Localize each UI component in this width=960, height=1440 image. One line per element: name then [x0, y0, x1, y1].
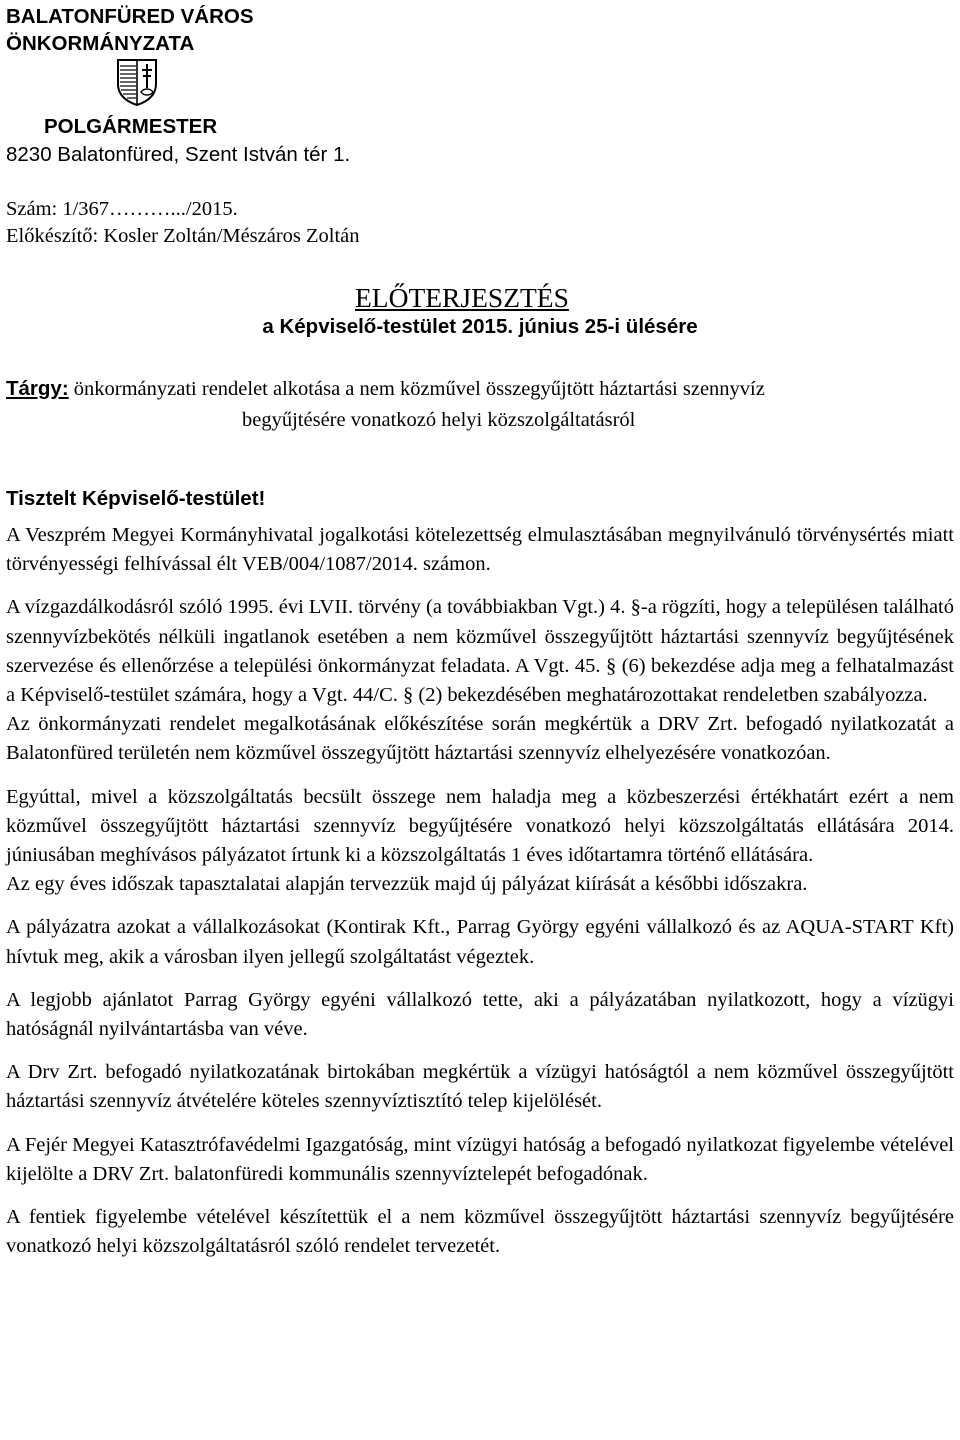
body-paragraph: A vízgazdálkodásról szóló 1995. évi LVII. törvény (a továbbiakban Vgt.) 4. §-a rögzíti, hogy a településen található szennyvízbekötés nélküli ingatlanok esetében a nem közművel összegyűjtött háztartási szennyvíz begyűjtésének szervezése és ellenőrzése a települési önkormányzat feladata. A Vgt. 45. § (6) bekezdése adja meg a felhatalmazást a Képviselő-testület számára, hogy a Vgt. 44/C. § (2) bekezdésében meghatározottakat rendeletben szabályozza.: [6, 596, 954, 707]
office-title: POLGÁRMESTER: [44, 115, 218, 138]
salutation: Tisztelt Képviselő-testület!: [6, 487, 266, 510]
body-paragraph: A Drv Zrt. befogadó nyilatkozatának birtokában megkértük a vízügyi hatóságtól a nem közművel összegyűjtött háztartási szennyvíz átvételére köteles szennyvíztisztító telep kijelölését.: [6, 1061, 954, 1113]
subject-block: [6, 373, 954, 436]
body-paragraph: A fentiek figyelembe vételével készítettük el a nem közművel összegyűjtött háztartási szennyvíz begyűjtésére vonatkozó helyi közszolgáltatásról szóló rendelet tervezetét.: [6, 1206, 954, 1258]
org-name-line2: ÖNKORMÁNYZATA: [6, 32, 195, 55]
body-text: [6, 521, 954, 1261]
document-subtitle: a Képviselő-testület 2015. június 25-i ülésére: [262, 315, 698, 338]
body-paragraph: A Veszprém Megyei Kormányhivatal jogalkotási kötelezettség elmulasztásában megnyilvánuló törvénysértés miatt törvényességi felhívással élt VEB/004/1087/2014. számon.: [6, 524, 954, 576]
body-paragraph: Az önkormányzati rendelet megalkotásának előkészítése során megkértük a DRV Zrt. befogadó nyilatkozatát a Balatonfüred területén nem közművel összegyűjtött háztartási szennyvíz elhelyezésére vonatkozóan.: [6, 713, 954, 765]
preparer-line: Előkészítő: Kosler Zoltán/Mészáros Zoltán: [6, 225, 360, 247]
office-address: 8230 Balatonfüred, Szent István tér 1.: [6, 143, 351, 166]
reference-number: Szám: 1/367……….../2015.: [6, 198, 238, 220]
subject-line2: begyűjtésére vonatkozó helyi közszolgáltatásról: [242, 409, 636, 431]
body-paragraph: A legjobb ajánlatot Parrag György egyéni vállalkozó tette, aki a pályázatában nyilatkozott, hogy a vízügyi hatóságnál nyilvántartásba van véve.: [6, 988, 954, 1041]
body-paragraph: Egyúttal, mivel a közszolgáltatás becsült összege nem haladja meg a közbeszerzési értékhatárt ezért a nem közművel összegyűjtött háztartási szennyvíz begyűjtésére vonatkozó helyi közszolgáltatás ellátására 2014. júniusában meghívásos pályázatot írtunk ki a közszolgáltatás 1 éves időtartamra történő ellátására.: [6, 785, 954, 867]
subject-label: Tárgy:: [6, 377, 69, 400]
subject-line1: önkormányzati rendelet alkotása a nem közművel összegyűjtött háztartási szennyvíz: [73, 378, 765, 400]
org-name-line1: BALATONFÜRED VÁROS: [6, 5, 254, 28]
coat-of-arms-icon: [116, 58, 158, 106]
document-title: ELŐTERJESZTÉS: [355, 282, 569, 313]
body-paragraph: A pályázatra azokat a vállalkozásokat (Kontirak Kft., Parrag György egyéni vállalkozó és az AQUA-START Kft) hívtuk meg, akik a városban ilyen jellegű szolgáltatást végeztek.: [6, 916, 954, 968]
body-paragraph: A Fejér Megyei Katasztrófavédelmi Igazgatóság, mint vízügyi hatóság a befogadó nyilatkozat figyelembe vételével kijelölte a DRV Zrt. balatonfüredi kommunális szennyvíztelepét befogadónak.: [6, 1133, 954, 1185]
body-paragraph: Az egy éves időszak tapasztalatai alapján tervezzük majd új pályázat kiírását a későbbi időszakra.: [6, 873, 808, 896]
